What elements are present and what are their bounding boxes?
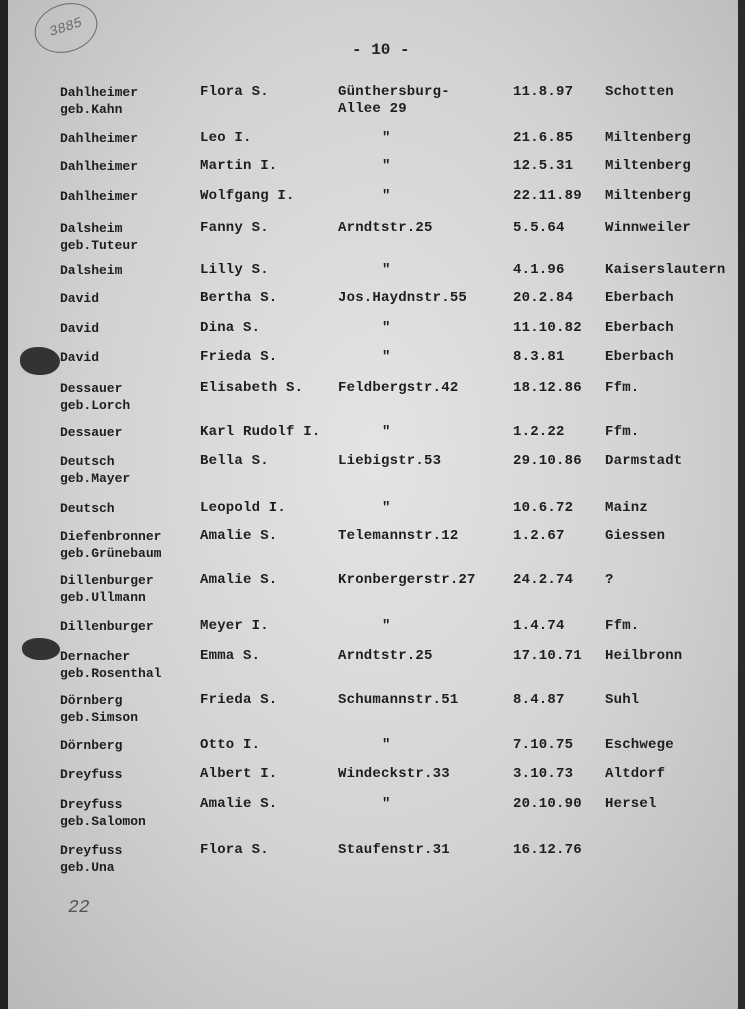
address-line: " <box>382 158 391 174</box>
birth-date <box>513 424 565 441</box>
given-name-line: Flora S. <box>200 84 269 100</box>
birth-date-line: 20.10.90 <box>513 796 582 812</box>
birth-place <box>605 453 682 470</box>
birth-date <box>513 453 582 470</box>
birth-place-line: Ffm. <box>605 380 640 396</box>
birth-date <box>513 380 582 397</box>
address-line: Günthersburg- <box>338 84 450 100</box>
address <box>382 618 391 635</box>
birth-date-line: 17.10.71 <box>513 648 582 664</box>
birth-place-line: Giessen <box>605 528 666 544</box>
address <box>382 130 391 147</box>
address-line: Liebigstr.53 <box>338 453 442 469</box>
birth-place-line: Miltenberg <box>605 188 692 204</box>
surname <box>60 380 130 414</box>
given-name <box>200 737 260 754</box>
given-name <box>200 320 260 337</box>
surname-line: Dessauer <box>60 425 123 440</box>
given-name <box>200 500 286 517</box>
birth-place <box>605 424 639 441</box>
address <box>338 84 450 118</box>
birth-date-line: 21.6.85 <box>513 130 574 146</box>
given-name <box>200 220 269 237</box>
birth-date <box>513 766 573 783</box>
surname-line: Dernacher <box>60 649 131 664</box>
given-name-line: Leo I. <box>200 130 252 146</box>
birth-date-line: 20.2.84 <box>513 290 574 306</box>
birth-date-line: 1.2.67 <box>513 528 565 544</box>
surname <box>60 737 122 754</box>
birth-place <box>605 262 725 279</box>
address-line: Arndtstr.25 <box>338 648 433 664</box>
address-line: Arndtstr.25 <box>338 220 433 236</box>
address <box>382 500 391 517</box>
given-name-line: Martin I. <box>200 158 278 174</box>
birth-date-line: 22.11.89 <box>513 188 582 204</box>
address <box>338 380 458 397</box>
birth-date <box>513 84 573 101</box>
birth-place <box>605 618 639 635</box>
document-page <box>8 0 738 1009</box>
birth-date-line: 16.12.76 <box>513 842 582 858</box>
address <box>382 796 391 813</box>
surname <box>60 453 130 487</box>
birth-date <box>513 692 565 709</box>
birth-date <box>513 618 565 635</box>
surname-line: Dahlheimer <box>60 189 139 204</box>
surname-line: Dalsheim <box>60 263 123 278</box>
given-name <box>200 766 277 783</box>
birth-place-line: Eberbach <box>605 290 674 306</box>
address-line: " <box>382 500 391 516</box>
birth-date <box>513 572 573 589</box>
given-name <box>200 648 260 665</box>
birth-place <box>605 380 639 397</box>
given-name-line: Amalie S. <box>200 796 278 812</box>
address <box>338 766 450 783</box>
birth-place <box>605 130 691 147</box>
given-name <box>200 424 320 441</box>
given-name-line: Karl Rudolf I. <box>200 424 321 440</box>
page-number: - 10 - <box>352 41 410 59</box>
surname <box>60 188 138 205</box>
address-line: " <box>382 737 391 753</box>
surname-line: geb.Lorch <box>60 398 131 413</box>
surname-line: geb.Tuteur <box>60 238 139 253</box>
birth-date-line: 10.6.72 <box>513 500 574 516</box>
surname-line: geb.Una <box>60 860 115 875</box>
birth-date-line: 24.2.74 <box>513 572 574 588</box>
surname-line: geb.Simson <box>60 710 139 725</box>
surname <box>60 692 138 726</box>
given-name <box>200 130 252 147</box>
birth-place-line: Heilbronn <box>605 648 683 664</box>
birth-place-line: Eberbach <box>605 320 674 336</box>
address <box>338 290 467 307</box>
surname-line: geb.Salomon <box>60 814 146 829</box>
address <box>338 528 458 545</box>
given-name <box>200 692 277 709</box>
given-name-line: Emma S. <box>200 648 261 664</box>
given-name <box>200 528 277 545</box>
surname-line: Dalsheim <box>60 221 123 236</box>
address-line: " <box>382 188 391 204</box>
birth-date-line: 11.10.82 <box>513 320 582 336</box>
given-name <box>200 618 269 635</box>
given-name-line: Amalie S. <box>200 528 278 544</box>
birth-place-line: Schotten <box>605 84 674 100</box>
address <box>338 220 433 237</box>
birth-place <box>605 572 614 589</box>
birth-place-line: Darmstadt <box>605 453 683 469</box>
birth-place <box>605 737 674 754</box>
address-line: Windeckstr.33 <box>338 766 450 782</box>
birth-place-line: ? <box>605 572 614 588</box>
scan-edge-left <box>0 0 8 1009</box>
birth-place-line: Ffm. <box>605 618 640 634</box>
surname-line: Dreyfuss <box>60 797 123 812</box>
given-name-line: Wolfgang I. <box>200 188 295 204</box>
birth-place <box>605 692 639 709</box>
given-name <box>200 453 269 470</box>
surname-line: Dahlheimer <box>60 131 139 146</box>
surname-line: Dahlheimer <box>60 159 139 174</box>
birth-place-line: Mainz <box>605 500 649 516</box>
address-line: " <box>382 349 391 365</box>
birth-date <box>513 796 582 813</box>
address-line: Feldbergstr.42 <box>338 380 459 396</box>
surname <box>60 320 99 337</box>
address-line: " <box>382 618 391 634</box>
birth-place-line: Ffm. <box>605 424 640 440</box>
address-line: " <box>382 424 391 440</box>
scan-edge-right <box>738 0 745 1009</box>
address <box>338 648 433 665</box>
address-line: Staufenstr.31 <box>338 842 450 858</box>
address <box>382 320 391 337</box>
birth-date <box>513 262 565 279</box>
birth-date-line: 18.12.86 <box>513 380 582 396</box>
given-name-line: Amalie S. <box>200 572 278 588</box>
surname-line: geb.Kahn <box>60 102 123 117</box>
given-name <box>200 572 277 589</box>
address-line: Jos.Haydnstr.55 <box>338 290 468 306</box>
birth-date-line: 1.2.22 <box>513 424 565 440</box>
given-name-line: Frieda S. <box>200 692 278 708</box>
birth-place <box>605 290 674 307</box>
birth-date <box>513 842 582 859</box>
birth-place-line: Suhl <box>605 692 640 708</box>
address <box>382 737 391 754</box>
birth-place <box>605 500 648 517</box>
surname <box>60 130 138 147</box>
birth-date-line: 1.4.74 <box>513 618 565 634</box>
surname <box>60 262 122 279</box>
address-line: Telemannstr.12 <box>338 528 459 544</box>
address <box>382 424 391 441</box>
birth-place-line: Altdorf <box>605 766 666 782</box>
birth-date <box>513 130 573 147</box>
birth-date-line: 4.1.96 <box>513 262 565 278</box>
given-name-line: Otto I. <box>200 737 261 753</box>
given-name-line: Bertha S. <box>200 290 278 306</box>
birth-date <box>513 158 573 175</box>
surname-line: Dillenburger <box>60 619 154 634</box>
birth-date-line: 8.4.87 <box>513 692 565 708</box>
birth-place-line: Winnweiler <box>605 220 692 236</box>
surname <box>60 842 122 876</box>
given-name-line: Fanny S. <box>200 220 269 236</box>
given-name-line: Albert I. <box>200 766 278 782</box>
address-line: Schumannstr.51 <box>338 692 459 708</box>
surname-line: Deutsch <box>60 454 115 469</box>
address <box>382 188 391 205</box>
birth-date-line: 7.10.75 <box>513 737 574 753</box>
birth-date <box>513 349 565 366</box>
surname-line: David <box>60 291 100 306</box>
surname-line: Dörnberg <box>60 738 123 753</box>
ink-blot-marker <box>20 347 60 375</box>
address-line: " <box>382 320 391 336</box>
birth-place <box>605 220 691 237</box>
birth-date-line: 29.10.86 <box>513 453 582 469</box>
given-name-line: Frieda S. <box>200 349 278 365</box>
address <box>338 842 450 859</box>
birth-date-line: 3.10.73 <box>513 766 574 782</box>
given-name <box>200 842 269 859</box>
birth-date-line: 8.3.81 <box>513 349 565 365</box>
given-name <box>200 84 269 101</box>
birth-place <box>605 188 691 205</box>
birth-place <box>605 158 691 175</box>
birth-date <box>513 290 573 307</box>
address-line: " <box>382 262 391 278</box>
given-name-line: Flora S. <box>200 842 269 858</box>
surname <box>60 648 161 682</box>
surname-line: David <box>60 321 100 336</box>
birth-place <box>605 648 682 665</box>
birth-place-line: Eberbach <box>605 349 674 365</box>
given-name-line: Elisabeth S. <box>200 380 304 396</box>
address-line: Kronbergerstr.27 <box>338 572 476 588</box>
surname <box>60 424 122 441</box>
surname <box>60 500 115 517</box>
surname-line: Dillenburger <box>60 573 154 588</box>
birth-date-line: 5.5.64 <box>513 220 565 236</box>
surname <box>60 528 161 562</box>
surname-line: Dreyfuss <box>60 843 123 858</box>
given-name-line: Leopold I. <box>200 500 287 516</box>
surname <box>60 290 99 307</box>
birth-place-line: Kaiserslautern <box>605 262 726 278</box>
address-line: " <box>382 130 391 146</box>
handwritten-note: 22 <box>68 898 90 918</box>
birth-place-line: Eschwege <box>605 737 674 753</box>
address <box>382 158 391 175</box>
surname-line: geb.Ullmann <box>60 590 146 605</box>
surname-line: geb.Rosenthal <box>60 666 162 681</box>
surname <box>60 349 99 366</box>
address <box>382 349 391 366</box>
ink-blot-marker <box>22 638 60 660</box>
surname-line: Deutsch <box>60 501 115 516</box>
address <box>338 572 476 589</box>
given-name-line: Meyer I. <box>200 618 269 634</box>
birth-place <box>605 84 674 101</box>
birth-place-line: Miltenberg <box>605 158 692 174</box>
birth-place <box>605 528 665 545</box>
given-name-line: Dina S. <box>200 320 261 336</box>
given-name-line: Lilly S. <box>200 262 269 278</box>
address-line: Allee 29 <box>338 101 407 117</box>
archive-stamp: 3885 <box>28 0 104 61</box>
surname <box>60 84 138 118</box>
given-name-line: Bella S. <box>200 453 269 469</box>
surname-line: Dahlheimer <box>60 85 139 100</box>
given-name <box>200 188 295 205</box>
surname <box>60 572 154 606</box>
surname-line: Dörnberg <box>60 693 123 708</box>
birth-date <box>513 188 582 205</box>
surname <box>60 618 154 635</box>
given-name <box>200 290 277 307</box>
given-name <box>200 796 277 813</box>
birth-date-line: 12.5.31 <box>513 158 574 174</box>
birth-date <box>513 528 565 545</box>
given-name <box>200 158 277 175</box>
birth-date <box>513 320 582 337</box>
given-name <box>200 262 269 279</box>
surname-line: geb.Mayer <box>60 471 131 486</box>
surname-line: geb.Grünebaum <box>60 546 162 561</box>
surname-line: Dessauer <box>60 381 123 396</box>
address <box>338 692 458 709</box>
birth-place <box>605 766 665 783</box>
birth-place-line: Hersel <box>605 796 657 812</box>
surname <box>60 158 138 175</box>
address-line: " <box>382 796 391 812</box>
surname-line: David <box>60 350 100 365</box>
birth-place <box>605 320 674 337</box>
surname <box>60 220 138 254</box>
birth-date <box>513 220 565 237</box>
birth-place <box>605 349 674 366</box>
given-name <box>200 349 277 366</box>
surname <box>60 796 146 830</box>
address <box>338 453 441 470</box>
birth-place-line: Miltenberg <box>605 130 692 146</box>
birth-date <box>513 737 573 754</box>
address <box>382 262 391 279</box>
surname-line: Diefenbronner <box>60 529 162 544</box>
birth-place <box>605 796 657 813</box>
birth-date-line: 11.8.97 <box>513 84 574 100</box>
birth-date <box>513 500 573 517</box>
birth-date <box>513 648 582 665</box>
given-name <box>200 380 303 397</box>
surname <box>60 766 122 783</box>
surname-line: Dreyfuss <box>60 767 123 782</box>
